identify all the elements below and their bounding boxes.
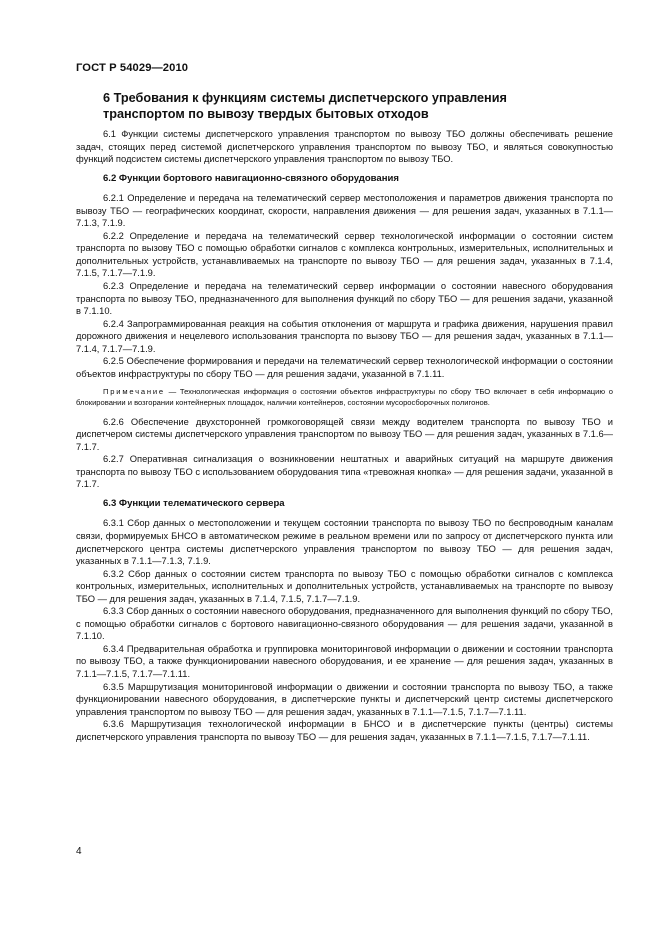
paragraph-6-2-3: 6.2.3 Определение и передача на телематический сервер информации о состоянии навесного оборудования транспорта по вывозу ТБО, предназначенного для выполнения функций по сбору ТБО — для решения задачи, указанной в 7.1.10. — [76, 281, 613, 317]
paragraph-6-3-2: 6.3.2 Сбор данных о состоянии систем транспорта по вывозу ТБО с помощью обработки сигналов с комплекса контрольных, измерительных, исполнительных и дополнительных устройств, устанавливаемых на транспорте по вывозу ТБО — для решения задач, указанных в 7.1.4, 7.1.5, 7.1.7—7.1.9. — [76, 568, 613, 604]
page-number: 4 — [76, 846, 82, 857]
subsection-heading-6-2: 6.2 Функции бортового навигационно-связного оборудования — [103, 172, 399, 184]
paragraph-6-2-2: 6.2.2 Определение и передача на телематический сервер технологической информации о состоянии систем транспорта по вызову ТБО с помощью обработки сигналов с комплекса контрольных, измерительных, исполнительных и дополнительных устройств, устанавливаемых на транспорте по вывозу ТБО — для решения задач, указанных в 7.1.4, 7.1.5, 7.1.7—7.1.9. — [76, 230, 613, 279]
paragraph-6-2-4: 6.2.4 Запрограммированная реакция на события отклонения от маршрута и графика движения, нарушения правил дорожного движения и нецелевого использования транспорта по вызову ТБО — для решения задач, указанных в 7.1.1—7.1.4, 7.1.7—7.1.9. — [76, 318, 613, 354]
section-title: 6 Требования к функциям системы диспетчерского управления транспортом по вывозу твердых бытовых отходов — [103, 91, 507, 121]
note-label: Примечание — [103, 387, 165, 397]
document-body — [76, 128, 613, 743]
paragraph-6-3-5: 6.3.5 Маршрутизация мониторинговой информации о движении и состоянии транспорта по вывозу ТБО, а также функционировании навесного оборудования, в диспетчерские пункты и диспетчерский центр системы диспетчерского управления транспортом по вывозу ТБО — для решения задач, указанных в 7.1.1—7.1.5, 7.1.7—7.1.11. — [76, 681, 613, 717]
paragraph-6-2-6: 6.2.6 Обеспечение двухсторонней громкоговорящей связи между водителем транспорта по вывозу ТБО и диспетчером системы диспетчерского управления транспортом по вывозу ТБО — для решения задач, указанных в 7.1.6—7.1.7. — [76, 416, 613, 452]
paragraph-6-3-6: 6.3.6 Маршрутизация технологической информации в БНСО и в диспетчерские пункты (центры) системы диспетчерского управления транспорта по вывозу ТБО — для решения задач, указанных в 7.1.1—7.1.5, 7.1.7—7.1.11. — [76, 719, 613, 742]
paragraph-6-2-1: 6.2.1 Определение и передача на телематический сервер местоположения и параметров движения транспорта по вывозу ТБО — географических координат, скорости, направления движения — для решения задач, указанных в 7.1.1—7.1.3, 7.1.9. — [76, 193, 613, 229]
subsection-heading-6-3: 6.3 Функции телематического сервера — [103, 497, 285, 509]
paragraph-6-3-1: 6.3.1 Сбор данных о местоположении и текущем состоянии транспорта по вывозу ТБО по беспроводным каналам связи, формируемых БНСО в автоматическом режиме в реальном времени или по запросу от диспетчерского пункта или диспетчерского центра системы диспетчерского управления транспортом по вывозу ТБО — для решения задач, указанных в 7.1.1—7.1.3, 7.1.9. — [76, 518, 613, 567]
paragraph-6-2-5: 6.2.5 Обеспечение формирования и передачи на телематический сервер технологической информации о состоянии объектов инфраструктуры по сбору ТБО — для решения задачи, указанной в 7.1.11. — [76, 356, 613, 379]
paragraph-6-2-7: 6.2.7 Оперативная сигнализация о возникновении нештатных и аварийных ситуаций на маршруте движения транспорта по вывозу ТБО с использованием оборудования типа «тревожная кнопка» — для решения задачи, указанной в 7.1.7. — [76, 454, 613, 490]
standard-header: ГОСТ Р 54029—2010 — [76, 62, 189, 74]
paragraph-6-3-4: 6.3.4 Предварительная обработка и группировка мониторинговой информации о движении и состоянии транспорта по вывозу ТБО, а также функционировании навесного оборудования, и ее хранение — для решения задач, указанных в 7.1.1—7.1.5, 7.1.7—7.1.11. — [76, 643, 613, 679]
note-text: — Технологическая информация о состоянии объектов инфраструктуры по сбору ТБО включает в себя информацию о блокировании и возгорании контейнерных площадок, наличии контейнеров, состоянии мусоросборочных полигонов. — [76, 387, 613, 407]
note — [76, 387, 613, 408]
paragraph-6-1: 6.1 Функции системы диспетчерского управления транспортом по вывозу ТБО должны обеспечивать решение задач, стоящих перед системой диспетчерского управления транспортом по вывозу ТБО, и являться совокупностью функций подсистем системы диспетчерского управления транспортом по вывозу ТБО. — [76, 129, 613, 165]
paragraph-6-3-3: 6.3.3 Сбор данных о состоянии навесного оборудования, предназначенного для выполнения функций по сбору ТБО, с помощью обработки сигналов с бортового навигационно-связного оборудования — для решения задачи, указанной в 7.1.10. — [76, 606, 613, 642]
